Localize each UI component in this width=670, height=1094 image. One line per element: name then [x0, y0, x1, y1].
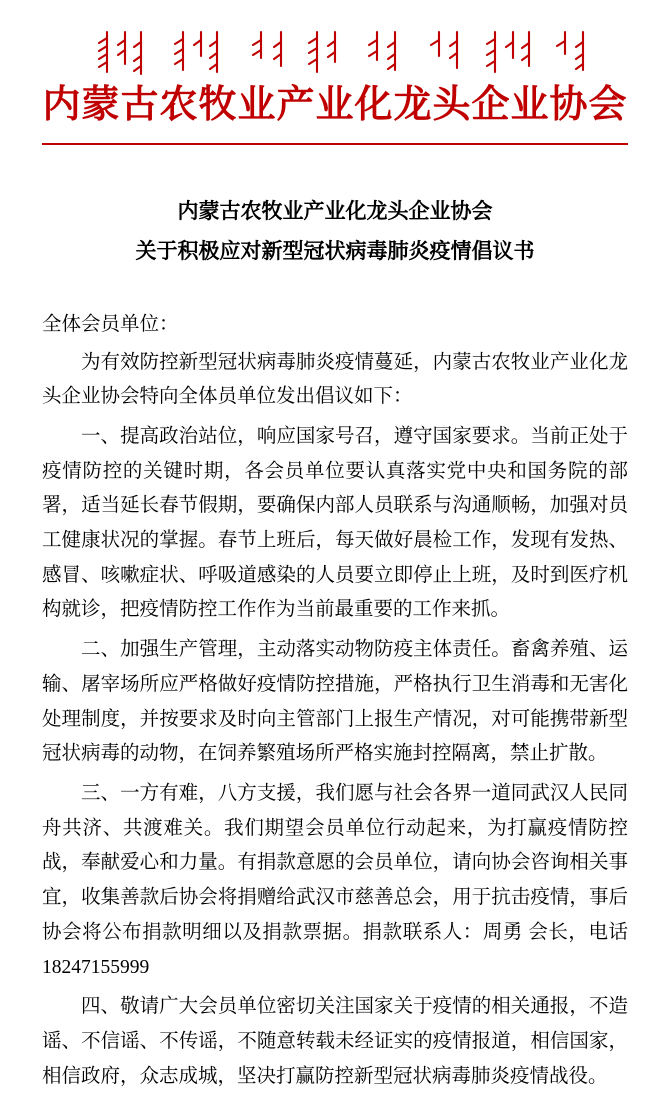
body-paragraph: 四、敬请广大会员单位密切关注国家关于疫情的相关通报，不造谣、不信谣、不传谣，不随意转载未经证实的疫情报道，相信国家，相信政府，众志成城，坚决打赢防控新型冠状病毒肺炎疫情战役。: [42, 996, 628, 1087]
letterhead-divider: [42, 143, 628, 145]
letterhead: [42, 0, 628, 145]
body-paragraph: 为有效防控新型冠状病毒肺炎疫情蔓延，内蒙古农牧业产业化龙头企业协会特向全体员单位发出倡议如下：: [42, 351, 628, 408]
mongolian-script-header-icon: [55, 26, 615, 78]
body-paragraph: 二、加强生产管理，主动落实动物防疫主体责任。畜禽养殖、运输、屠宰场所应严格做好疫情防控措施，严格执行卫生消毒和无害化处理制度，并按要求及时向主管部门上报生产情况，对可能携带新型冠状病毒的动物，在饲养繁殖场所严格实施封控隔离，禁止扩散。: [42, 639, 628, 765]
body-paragraph: 一、提高政治站位，响应国家号召，遵守国家要求。当前正处于疫情防控的关键时期，各会员单位要认真落实党中央和国务院的部署，适当延长春节假期，要确保内部人员联系与沟通顺畅，加强对员工健康状况的掌握。春节上班后，每天做好晨检工作，发现有发热、感冒、咳嗽症状、呼吸道感染的人员要立即停止上班，及时到医疗机构就诊，把疫情防控工作作为当前最重要的工作来抓。: [42, 425, 628, 621]
page-title-line-2: 关于积极应对新型冠状病毒肺炎疫情倡议书: [135, 239, 535, 264]
page-title: [42, 191, 628, 273]
salutation: 全体会员单位：: [42, 314, 179, 336]
organization-name: 内蒙古农牧业产业化龙头企业协会: [42, 84, 628, 126]
body-paragraph: 三、一方有难，八方支援，我们愿与社会各界一道同武汉人民同舟共济、共渡难关。我们期望会员单位行动起来，为打赢疫情防控战，奉献爱心和力量。有捐款意愿的会员单位，请向协会咨询相关事宜，收集善款后协会将捐赠给武汉市慈善总会，用于抗击疫情，事后协会将公布捐款明细以及捐款票据。捐款联系人：周勇 会长，电话18247155999: [42, 782, 628, 978]
page-title-line-1: 内蒙古农牧业产业化龙头企业协会: [177, 198, 493, 223]
